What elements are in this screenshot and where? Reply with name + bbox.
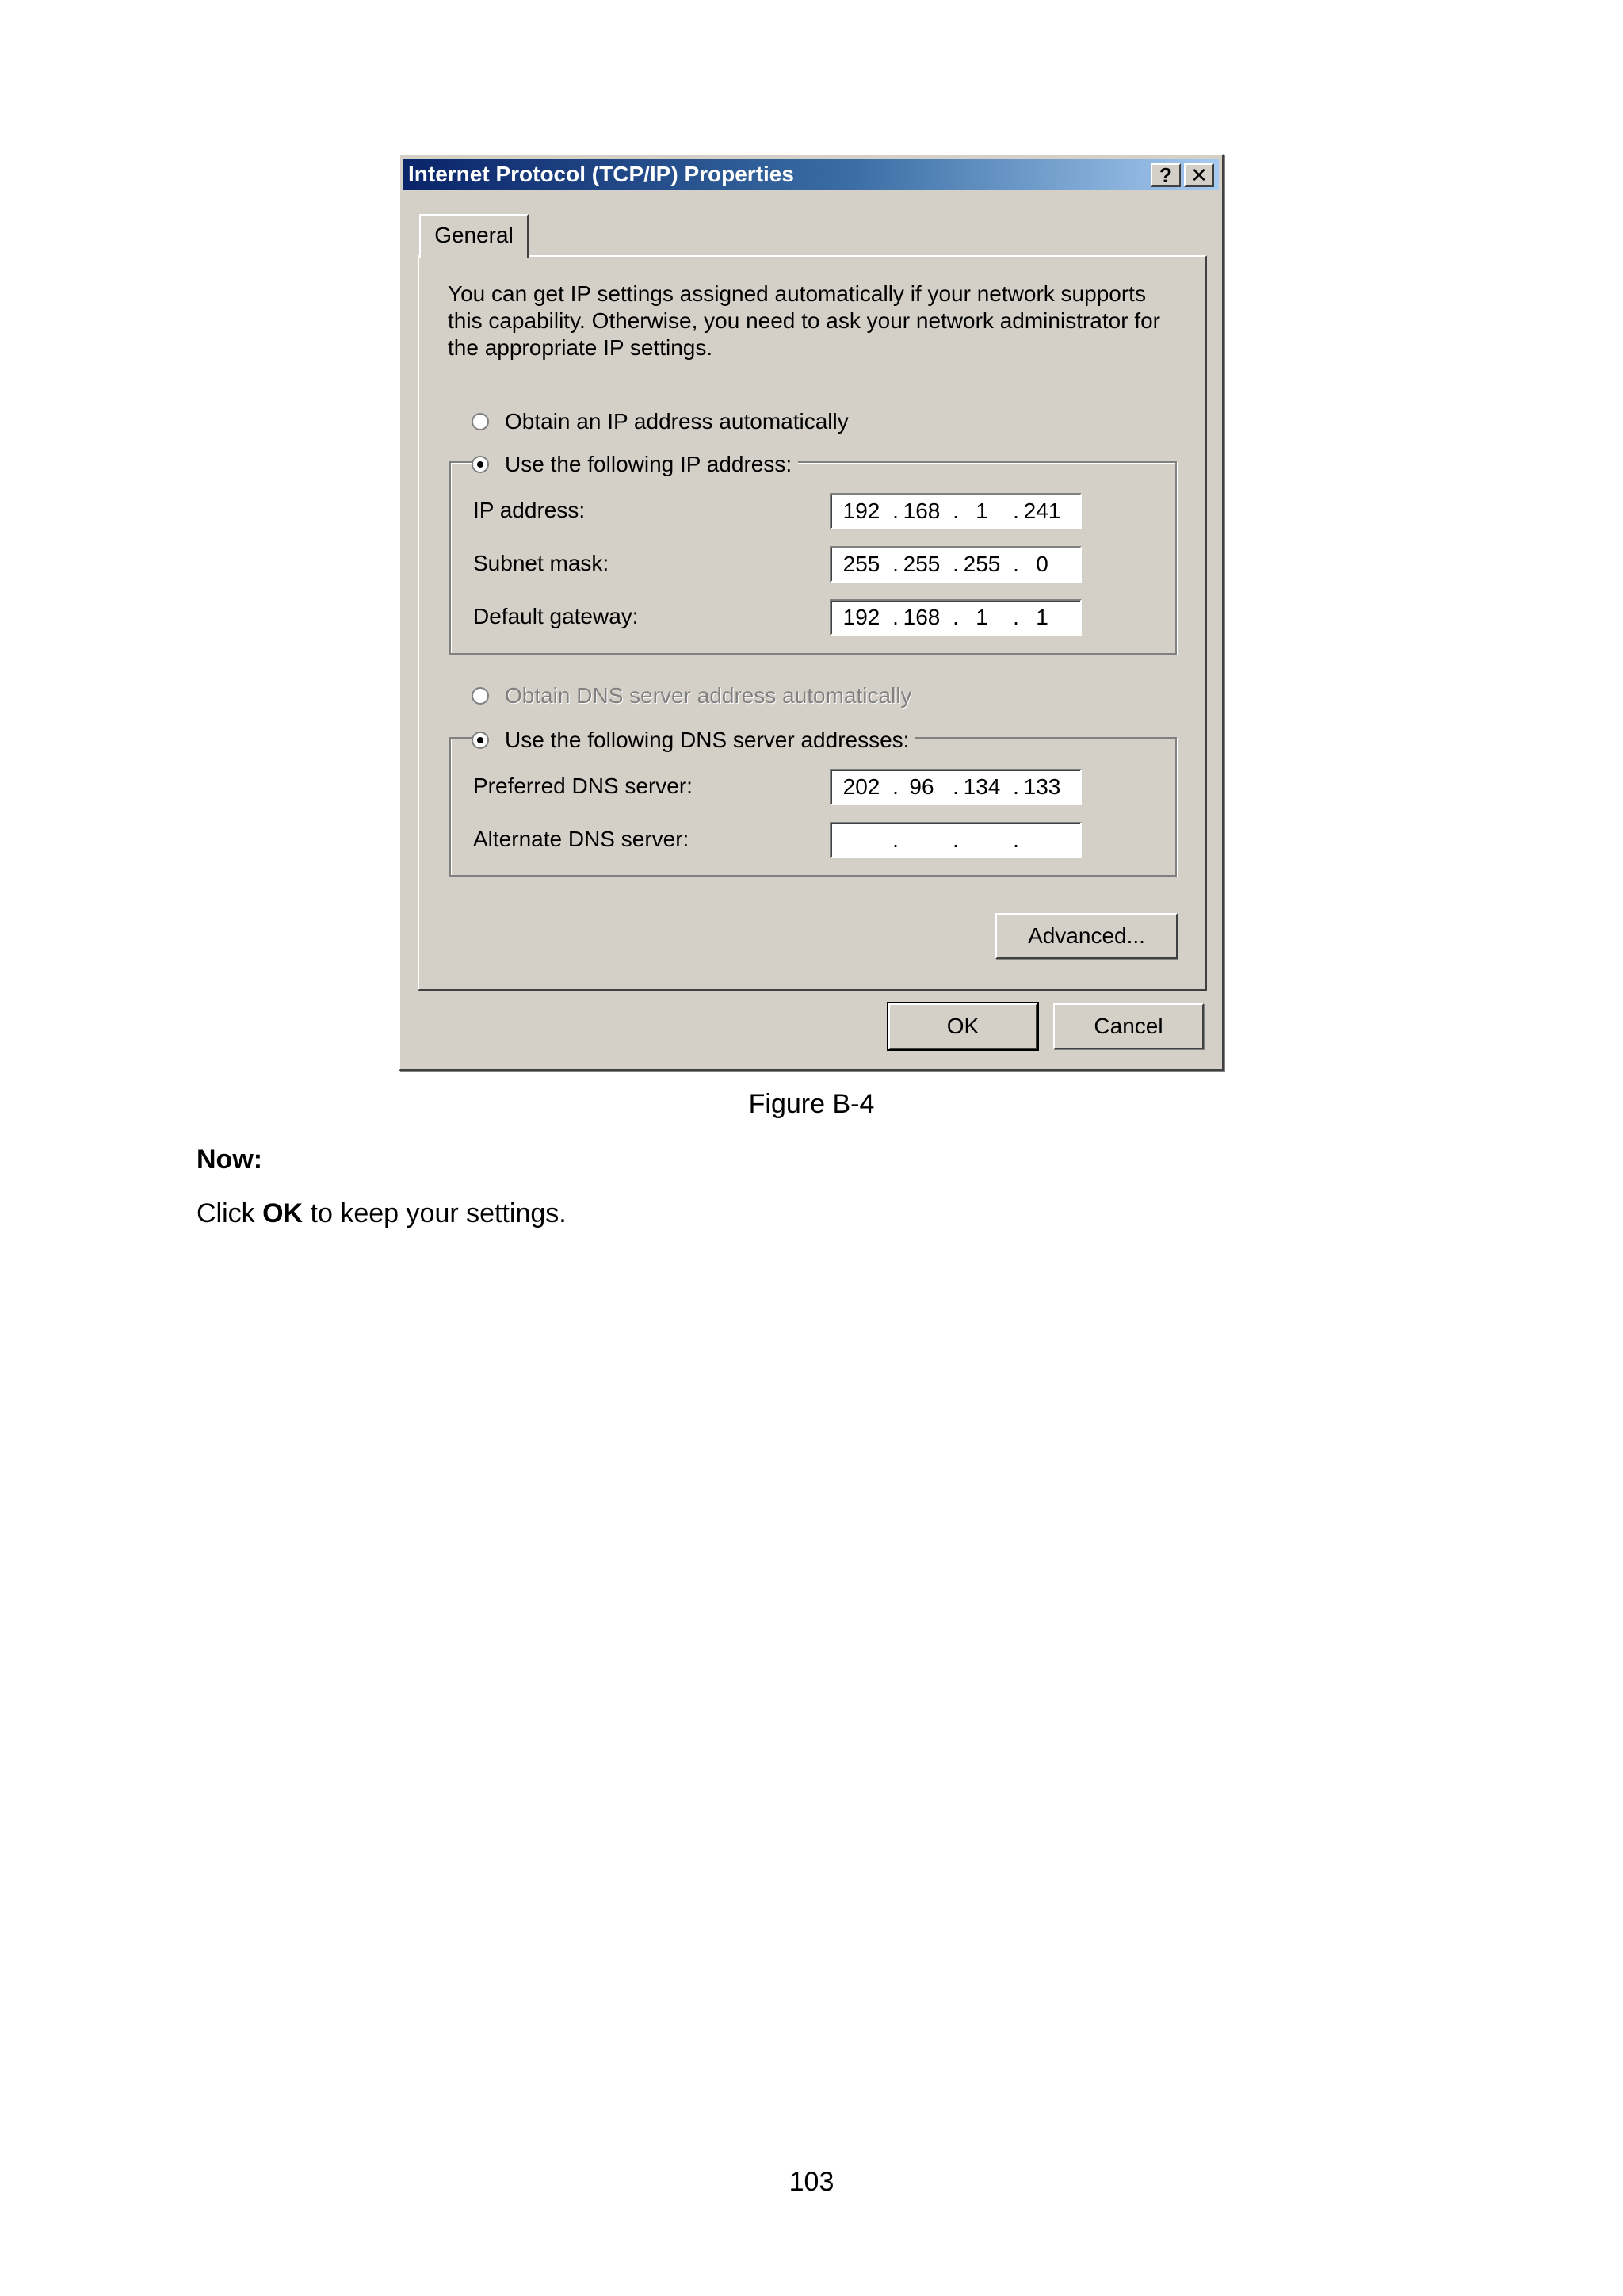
- obtain-ip-auto-option[interactable]: [472, 407, 855, 436]
- ip-octet: 255: [963, 552, 1001, 576]
- ip-octet: 134: [963, 774, 1001, 799]
- use-following-dns-radio[interactable]: [472, 732, 489, 749]
- use-following-dns-option[interactable]: [472, 726, 915, 755]
- close-icon[interactable]: ✕: [1184, 163, 1214, 187]
- preferred-dns-label: Preferred DNS server:: [473, 774, 693, 798]
- instruction-prefix: Click: [197, 1198, 263, 1228]
- instruction-text: [197, 1198, 567, 1229]
- ip-octet: 255: [842, 552, 880, 576]
- ip-octet: 192: [842, 499, 880, 523]
- obtain-dns-auto-label: Obtain DNS server address automatically: [505, 683, 912, 708]
- use-following-dns-label: Use the following DNS server addresses:: [505, 728, 910, 752]
- advanced-button[interactable]: Advanced...: [995, 913, 1178, 959]
- obtain-ip-auto-radio[interactable]: [472, 413, 489, 430]
- ip-octet: 168: [903, 605, 941, 629]
- default-gateway-field[interactable]: 192 . 168 . 1 . 1: [830, 599, 1082, 636]
- alternate-dns-label: Alternate DNS server:: [473, 827, 689, 851]
- obtain-dns-auto-radio[interactable]: [472, 687, 489, 705]
- instruction-suffix: to keep your settings.: [303, 1198, 567, 1228]
- ip-octet: 133: [1023, 774, 1061, 799]
- ip-octet: 255: [903, 552, 941, 576]
- use-following-ip-radio[interactable]: [472, 456, 489, 473]
- figure-caption: Figure B-4: [748, 1089, 875, 1119]
- ip-octet: 241: [1023, 499, 1061, 523]
- help-icon[interactable]: ?: [1151, 163, 1181, 187]
- ip-octet: 96: [909, 774, 934, 799]
- ip-octet: 192: [842, 605, 880, 629]
- ip-address-label: IP address:: [473, 498, 586, 522]
- obtain-dns-auto-option[interactable]: [472, 682, 918, 710]
- dialog-title: Internet Protocol (TCP/IP) Properties: [408, 162, 794, 186]
- obtain-ip-auto-label: Obtain an IP address automatically: [505, 409, 849, 434]
- subnet-mask-field[interactable]: 255 . 255 . 255 . 0: [830, 546, 1082, 583]
- ip-address-field[interactable]: 192 . 168 . 1 . 241: [830, 493, 1082, 529]
- tcpip-properties-dialog: [399, 154, 1224, 1071]
- cancel-button[interactable]: Cancel: [1053, 1003, 1204, 1049]
- use-following-ip-option[interactable]: [472, 450, 798, 479]
- ip-octet: 1: [976, 605, 988, 629]
- dialog-titlebar[interactable]: [403, 159, 1219, 190]
- ip-octet: 168: [903, 499, 941, 523]
- ok-button[interactable]: OK: [888, 1003, 1037, 1049]
- now-heading: Now:: [197, 1144, 263, 1175]
- preferred-dns-field[interactable]: 202 . 96 . 134 . 133: [830, 769, 1082, 805]
- tab-general[interactable]: General: [419, 214, 529, 258]
- page-number: 103: [789, 2167, 834, 2197]
- ip-octet: 1: [1036, 605, 1048, 629]
- ip-octet: 1: [976, 499, 988, 523]
- default-gateway-label: Default gateway:: [473, 604, 639, 628]
- instruction-ok: OK: [262, 1198, 304, 1228]
- intro-text: You can get IP settings assigned automatically if your network supports this capability. Otherwise, you need to ask your network administrator for the appropriate IP settings.: [448, 281, 1160, 360]
- alternate-dns-field[interactable]: . . .: [830, 822, 1082, 858]
- ip-octet: 202: [842, 774, 880, 799]
- ip-octet: 0: [1036, 552, 1048, 576]
- use-following-ip-label: Use the following IP address:: [505, 452, 792, 476]
- subnet-mask-label: Subnet mask:: [473, 551, 609, 575]
